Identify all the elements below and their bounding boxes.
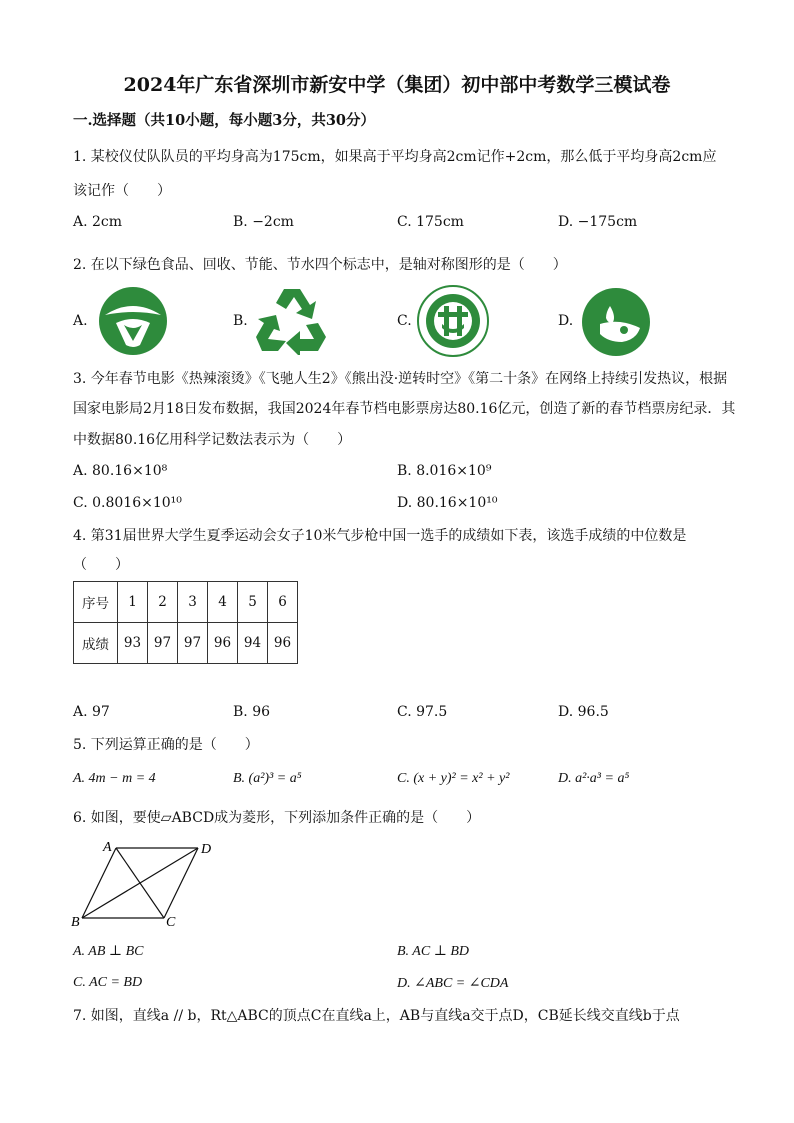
- q3-option-a: A. 80.16×10⁸: [73, 463, 168, 479]
- score-table: [73, 581, 298, 664]
- q5-option-d: D. a²·a³ = a⁵: [558, 771, 630, 786]
- page-title: 2024年广东省深圳市新安中学（集团）初中部中考数学三模试卷: [123, 74, 671, 96]
- rhombus-figure: [70, 836, 220, 928]
- q3-line3: 中数据80.16亿用科学记数法表示为（ ）: [73, 432, 352, 448]
- q1-option-c: C. 175cm: [397, 214, 464, 230]
- table-cell: 2: [148, 582, 178, 623]
- table-cell: 97: [178, 623, 208, 664]
- table-cell: 5: [238, 582, 268, 623]
- vertex-label-c: C: [166, 915, 176, 928]
- q2-label-d: D.: [558, 313, 574, 329]
- table-cell: 93: [118, 623, 148, 664]
- q6-option-a: A. AB ⊥ BC: [73, 944, 144, 959]
- vertex-label-a: A: [103, 840, 112, 855]
- table-cell: 序号: [74, 582, 118, 623]
- q1-line1: 1. 某校仪仗队队员的平均身高为175cm，如果高于平均身高2cm记作+2cm，那么低于平均身高2cm应: [73, 149, 717, 165]
- table-cell: 96: [208, 623, 238, 664]
- q5-line1: 5. 下列运算正确的是（ ）: [73, 737, 259, 753]
- q2-label-b: B.: [233, 313, 248, 329]
- table-cell: 94: [238, 623, 268, 664]
- q4-line1: 4. 第31届世界大学生夏季运动会女子10米气步枪中国一选手的成绩如下表，该选手成绩的中位数是: [73, 528, 687, 544]
- q3-option-b: B. 8.016×10⁹: [397, 463, 492, 479]
- table-row: [74, 623, 298, 664]
- q2-line1: 2. 在以下绿色食品、回收、节能、节水四个标志中，是轴对称图形的是（ ）: [73, 257, 567, 273]
- q1-option-b: B. −2cm: [233, 214, 294, 230]
- water-saving-logo-icon: [580, 286, 652, 358]
- q1-option-a: A. 2cm: [73, 214, 123, 230]
- table-cell: 3: [178, 582, 208, 623]
- q3-option-c: C. 0.8016×10¹⁰: [73, 495, 182, 511]
- table-cell: 97: [148, 623, 178, 664]
- table-cell: 6: [268, 582, 298, 623]
- q6-option-b: B. AC ⊥ BD: [397, 944, 470, 959]
- q6-option-c: C. AC = BD: [73, 975, 143, 990]
- table-cell: 96: [268, 623, 298, 664]
- q3-line2: 国家电影局2月18日发布数据，我国2024年春节档电影票房达80.16亿元，创造了新的春节档票房纪录．其: [73, 401, 736, 417]
- recycle-logo-icon: [256, 285, 328, 355]
- q5-option-a: A. 4m − m = 4: [73, 771, 156, 786]
- q3-line1: 3. 今年春节电影《热辣滚烫》《飞驰人生2》《熊出没·逆转时空》《第二十条》在网络上持续引发热议，根据: [73, 371, 728, 387]
- vertex-label-d: D: [201, 842, 212, 857]
- q6-option-d: D. ∠ABC = ∠CDA: [397, 976, 509, 991]
- q2-label-c: C.: [397, 313, 412, 329]
- q6-line1: 6. 如图，要使▱ABCD成为菱形，下列添加条件正确的是（ ）: [73, 810, 481, 826]
- q4-option-b: B. 96: [233, 704, 271, 720]
- table-cell: 成绩: [74, 623, 118, 664]
- q3-option-d: D. 80.16×10¹⁰: [397, 495, 498, 511]
- table-cell: 1: [118, 582, 148, 623]
- q7-line1: 7. 如图，直线a // b，Rt△ABC的顶点C在直线a上，AB与直线a交于点D，CB延长线交直线b于点: [73, 1008, 680, 1024]
- q1-line2: 该记作（ ）: [73, 183, 171, 199]
- q4-line2: （ ）: [73, 557, 129, 573]
- table-row: [74, 582, 298, 623]
- table-cell: 4: [208, 582, 238, 623]
- green-food-logo-icon: [96, 285, 170, 357]
- section-heading: 一.选择题（共10小题，每小题3分，共30分）: [73, 112, 375, 129]
- q4-option-d: D. 96.5: [558, 704, 609, 720]
- q5-option-c: C. (x + y)² = x² + y²: [397, 771, 510, 786]
- q2-label-a: A.: [73, 313, 88, 329]
- q5-option-b: B. (a²)³ = a⁵: [233, 771, 302, 786]
- q1-option-d: D. −175cm: [558, 214, 638, 230]
- q4-option-a: A. 97: [73, 704, 110, 720]
- vertex-label-b: B: [71, 915, 80, 928]
- q4-option-c: C. 97.5: [397, 704, 448, 720]
- energy-saving-logo-icon: [416, 284, 490, 358]
